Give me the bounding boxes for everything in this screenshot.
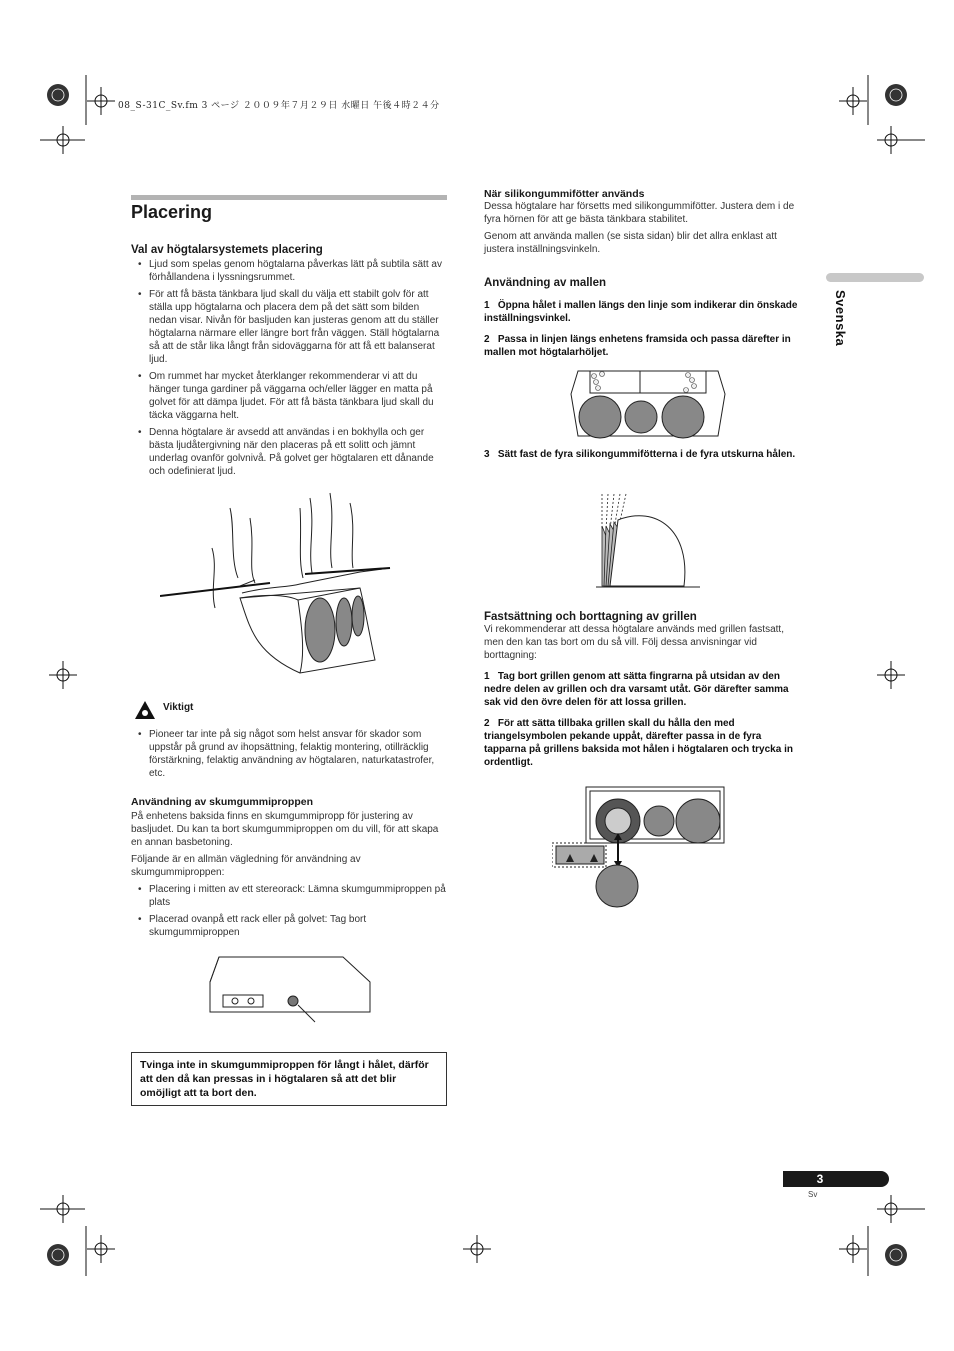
grille-step-1 (484, 670, 800, 709)
list-item: • Placering i mitten av ett stereorack: Lämna skumgummiproppen på plats (131, 883, 447, 909)
list-item: • Denna högtalare är avsedd att användas i en bokhylla och ger bästa ljudåtergivning när den placeras på ett solitt och jämnt underlag ovanför golvnivå. På golvet ger högtalaren ett dånande och odefinierat ljud. (131, 426, 447, 478)
grille-section (484, 611, 800, 769)
template-step-3 (484, 448, 800, 461)
grille-para: Vi rekommenderar att dessa högtalare används med grillen fastsatt, men den kan tas bort om du så vill. Följ dessa anvisningar vid borttagning: (484, 624, 784, 661)
list-item: • För att få bästa tänkbara ljud skall du välja ett stabilt golv för att ställa upp högtalarna och placera dem på det sätt som bilden nedan visar. Nivån för basljuden kan justeras genom att du ställer högtalarna närmare eller längre bort från väggen. Ställ högtalarna så att de står lika långt från sidoväggarna för att få ett balanserat ljud. (131, 288, 447, 366)
language-side-label: Svenska (833, 290, 848, 347)
warning-icon (134, 700, 156, 720)
list-item: • Placerad ovanpå ett rack eller på golvet: Tag bort skumgummiproppen (131, 913, 447, 939)
step-text: Sätt fast de fyra silikongummifötterna i de fyra utskurna hålen. (497, 449, 796, 460)
foam-plug-warning-box: Tvinga inte in skumgummiproppen för långt i hålet, därför att den då kan pressas in i högtalaren så att det blir omöjligt att ta bort den. (131, 1052, 447, 1106)
list-item: • Om rummet har mycket återklanger rekommenderar vi att du hänger tunga gardiner på väggarna och/eller lägger en matta på golvet för att dämpa ljudet. För att få bästa tänkbara ljud skall du täcka väggarna helt. (131, 370, 447, 422)
silicone-feet-section (484, 188, 800, 256)
placement-section (131, 244, 447, 482)
foam-plug-bullets (131, 883, 447, 939)
foam-plug-para2: Följande är en allmän vägledning för användning av skumgummiproppen: (131, 854, 361, 878)
step-number: 1 (484, 300, 490, 311)
grille-attachment-illustration (552, 783, 732, 908)
page-language: Sv (808, 1190, 818, 1199)
grille-heading: Fastsättning och borttagning av grillen (484, 611, 697, 623)
template-step-2 (484, 333, 800, 359)
important-bullets (131, 728, 447, 784)
silicone-feet-angle-illustration (596, 490, 706, 590)
list-item: • Pioneer tar inte på sig något som helst ansvar för skador som uppstår på grund av ihopsättning, felaktig montering, otillräcklig förstärkning, felaktig användning av högtalaren, naturkatastrofer, etc. (131, 728, 447, 780)
list-item: • Ljud som spelas genom högtalarna påverkas lätt på subtila sätt av förhållandena i lyssningsrummet. (131, 258, 447, 284)
step-number: 1 (484, 671, 490, 682)
placement-heading: Val av högtalarsystemets placering (131, 244, 323, 256)
template-step-1 (484, 299, 800, 325)
title-bar (131, 195, 447, 200)
step-text: Tag bort grillen genom att sätta fingrarna på utsidan av den nedre delen av grillen och dra varsamt utåt. Gör därefter samma sak vid den övre delen för att lossa grillen. (484, 671, 789, 708)
silicone-feet-heading: När silikongummifötter används (484, 188, 645, 200)
step-number: 2 (484, 718, 490, 729)
silicone-feet-para2: Genom att använda mallen (se sista sidan) blir det allra enklast att justera inställningsvinkeln. (484, 231, 777, 255)
page-title: Placering (131, 202, 213, 222)
page-number: 3 (816, 1172, 824, 1186)
header-file-info: 08_S-31C_Sv.fm 3 ページ ２００９年７月２９日 水曜日 午後４時２４分 (118, 101, 440, 111)
step-text: För att sätta tillbaka grillen skall du hålla den med triangelsymbolen pekande uppåt, därefter passa in de fyra tapparna på grillens baksida mot hålen i högtalaren och trycka in ordentligt. (484, 718, 793, 768)
step-number: 2 (484, 334, 490, 345)
language-side-tab (826, 273, 924, 282)
step-text: Passa in linjen längs enhetens framsida och passa därefter in mallen mot högtalarhöljet. (484, 334, 791, 358)
foam-plug-heading: Användning av skumgummiproppen (131, 796, 314, 808)
placement-bullets (131, 258, 447, 478)
step-text: Öppna hålet i mallen längs den linje som indikerar din önskade inställningsvinkel. (484, 300, 798, 324)
foam-plug-para1: På enhetens baksida finns en skumgummipropp för justering av basljudet. Du kan ta bort skumgummiproppen om du vill, för att skapa en annan basbetoning. (131, 811, 439, 848)
step-number: 3 (484, 449, 490, 460)
grille-step-2 (484, 717, 800, 769)
important-label: Viktigt (163, 702, 194, 713)
foam-plug-section (131, 796, 447, 943)
template-on-speaker-illustration (568, 366, 728, 441)
page-number-bar (783, 1171, 889, 1187)
silicone-feet-para1: Dessa högtalare har försetts med silikongummifötter. Justera dem i de fyra hörnen för att ge bästa tänkbara stabilitet. (484, 201, 795, 225)
template-usage-section (484, 277, 800, 359)
rear-panel-illustration (205, 952, 375, 1027)
template-usage-heading: Användning av mallen (484, 277, 607, 289)
speaker-placement-illustration (160, 488, 400, 688)
